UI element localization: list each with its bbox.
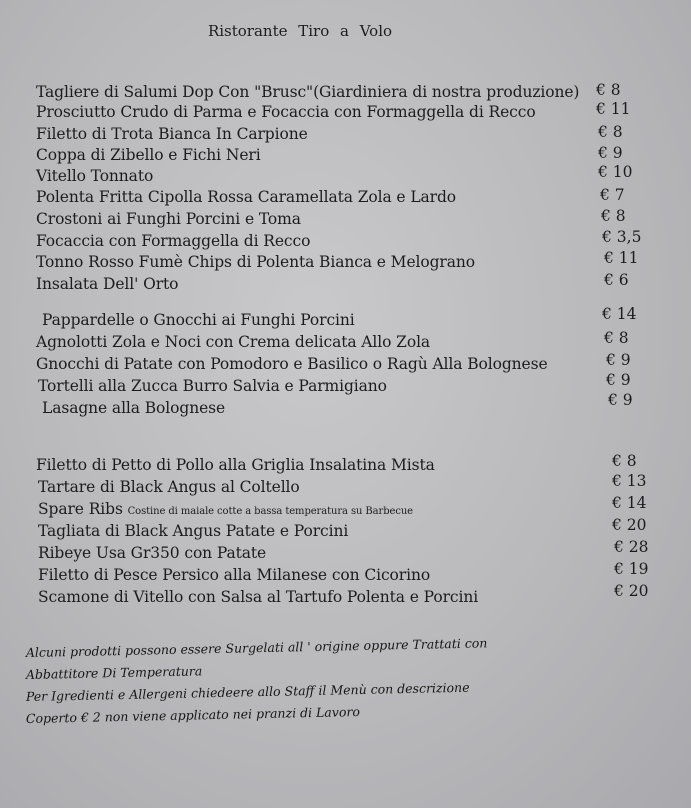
menu-item xyxy=(0,272,691,293)
menu-item xyxy=(0,371,691,397)
item-name: Coppa di Zibello e Fichi Neri xyxy=(36,146,261,164)
secondi-section xyxy=(0,454,691,608)
item-price: € 14 xyxy=(612,494,647,512)
item-name: Gnocchi di Patate con Pomodoro e Basilico o Ragù Alla Bolognese xyxy=(36,355,548,373)
menu-item xyxy=(0,163,691,188)
menu-item xyxy=(0,331,691,353)
menu-item xyxy=(0,125,691,146)
item-price: € 8 xyxy=(601,207,626,225)
menu-item xyxy=(0,251,691,272)
item-name: Prosciutto Crudo di Parma e Focaccia con Formaggella di Recco xyxy=(36,103,536,121)
item-name: Tonno Rosso Fumè Chips di Polenta Bianca e Melograno xyxy=(36,253,475,271)
menu-item xyxy=(0,188,691,209)
menu-item xyxy=(0,472,691,498)
item-name: Tagliata di Black Angus Patate e Porcini xyxy=(38,522,349,540)
primi-section xyxy=(0,305,691,419)
menu-item xyxy=(0,454,691,476)
item-price: € 8 xyxy=(598,123,623,141)
menu-item xyxy=(0,560,691,586)
item-detail: Costine di maiale cotte a bassa temperatura su Barbecue xyxy=(127,506,414,517)
restaurant-title: Ristorante Tiro a Volo xyxy=(207,22,393,40)
note-line: Per Igredienti e Allergeni chiedeere allo Staff il Menù con descrizione xyxy=(25,679,470,704)
item-name: Filetto di Trota Bianca In Carpione xyxy=(36,125,308,143)
item-price: € 14 xyxy=(602,305,637,323)
menu-item xyxy=(0,391,691,419)
menu-item xyxy=(0,516,691,542)
item-price: € 10 xyxy=(598,163,633,181)
menu-item xyxy=(0,305,691,331)
item-price: € 8 xyxy=(612,452,637,470)
item-name: Tortelli alla Zucca Burro Salvia e Parmigiano xyxy=(38,377,387,395)
item-price: € 9 xyxy=(598,144,623,162)
item-name: Filetto di Petto di Pollo alla Griglia Insalatina Mista xyxy=(36,456,435,474)
menu-item xyxy=(0,494,691,520)
menu-item xyxy=(0,582,691,608)
menu-item xyxy=(0,209,691,230)
item-price: € 20 xyxy=(612,516,647,534)
item-name: Insalata Dell' Orto xyxy=(36,275,179,293)
menu-item xyxy=(0,538,691,564)
menu-item xyxy=(0,83,691,104)
item-price: € 3,5 xyxy=(602,228,642,246)
item-price: € 8 xyxy=(604,329,629,347)
item-price: € 11 xyxy=(596,100,631,118)
item-price: € 20 xyxy=(614,582,649,600)
item-name: Tartare di Black Angus al Coltello xyxy=(38,478,300,496)
item-price: € 9 xyxy=(608,391,633,409)
menu-item xyxy=(0,230,691,251)
item-price: € 9 xyxy=(606,371,631,389)
item-name: Polenta Fritta Cipolla Rossa Caramellata Zola e Lardo xyxy=(36,188,457,206)
menu-item xyxy=(0,353,691,375)
item-price: € 8 xyxy=(596,81,621,99)
item-name: Agnolotti Zola e Noci con Crema delicata Allo Zola xyxy=(36,333,431,351)
item-price: € 28 xyxy=(614,538,649,556)
item-name: Filetto di Pesce Persico alla Milanese con Cicorino xyxy=(38,566,431,584)
menu-item xyxy=(0,100,691,125)
item-price: € 19 xyxy=(614,560,649,578)
item-name: Crostoni ai Funghi Porcini e Toma xyxy=(36,210,301,228)
item-price: € 11 xyxy=(604,249,639,267)
item-name: Focaccia con Formaggella di Recco xyxy=(36,232,311,250)
item-price: € 13 xyxy=(612,472,647,490)
item-name: Lasagne alla Bolognese xyxy=(42,399,226,417)
note-line: Coperto € 2 non viene applicato nei pranzi di Lavoro xyxy=(25,704,361,726)
item-price: € 6 xyxy=(604,271,629,289)
note-line: Abbattitore Di Temperatura xyxy=(25,663,203,682)
item-name: Ribeye Usa Gr350 con Patate xyxy=(38,544,267,562)
item-name: Vitello Tonnato xyxy=(36,167,154,185)
item-name: Tagliere di Salumi Dop Con "Brusc"(Giardiniera di nostra produzione) xyxy=(36,83,580,101)
antipasti-section xyxy=(0,83,691,293)
menu-notes xyxy=(25,635,646,733)
item-price: € 9 xyxy=(606,351,631,369)
menu-item xyxy=(0,146,691,167)
note-line: Alcuni prodotti possono essere Surgelati all ' origine oppure Trattati con xyxy=(25,635,488,660)
item-name: Pappardelle o Gnocchi ai Funghi Porcini xyxy=(42,311,355,329)
item-name-main: Spare Ribs xyxy=(38,500,123,518)
item-price: € 7 xyxy=(600,186,625,204)
item-name xyxy=(38,500,413,518)
item-name: Scamone di Vitello con Salsa al Tartufo Polenta e Porcini xyxy=(38,588,479,606)
